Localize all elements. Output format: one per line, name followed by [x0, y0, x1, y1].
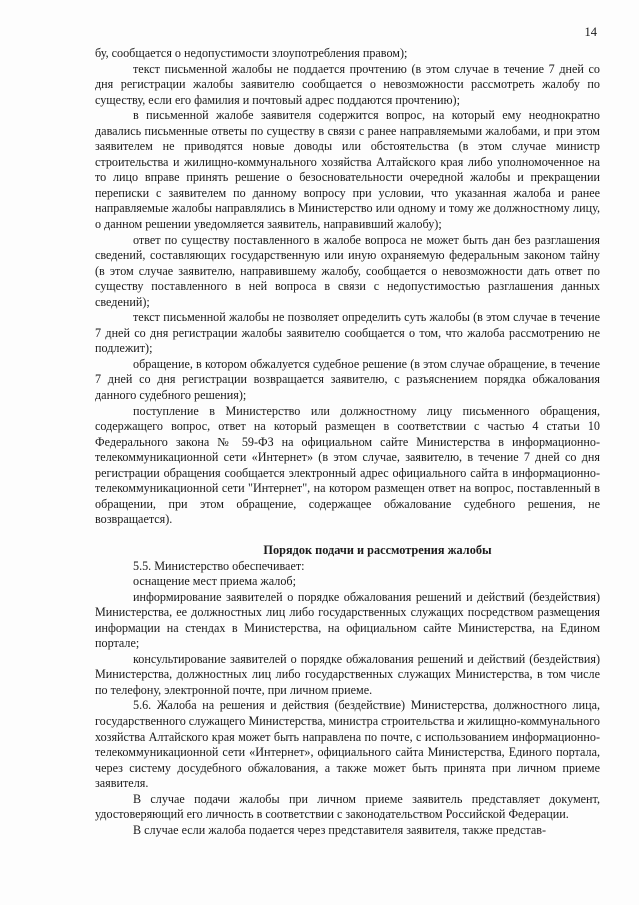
paragraph: В случае если жалоба подается через представителя заявителя, также представ-	[133, 822, 547, 837]
section-heading: Порядок подачи и рассмотрения жалобы	[263, 542, 492, 557]
paragraph: В случае подачи жалобы при личном приеме заявитель представляет документ, удостоверяющий его личность в соответствии с законодательством Российской Федерации.	[95, 791, 600, 822]
paragraph: консультирование заявителей о порядке обжалования решений и действий (бездействия) Министерства, должностных лиц либо государственных служащих Министерства, в том числе по телефону, электронной почте, при личном приеме.	[95, 651, 600, 697]
document-body	[95, 46, 600, 838]
paragraph: 5.5. Министерство обеспечивает:	[133, 558, 305, 573]
paragraph: текст письменной жалобы не поддается прочтению (в этом случае в течение 7 дней со дня регистрации жалобы заявителю сообщается о невозможности рассмотреть жалобу по существу, если его фамилия и почтовый адрес поддаются прочтению);	[95, 61, 600, 107]
paragraph: в письменной жалобе заявителя содержится вопрос, на который ему неоднократно давались письменные ответы по существу в связи с ранее направляемыми жалобами, и при этом заявителем не приводятся новые доводы или обстоятельства (в этом случае министр строительства и жилищно-коммунального хозяйства Алтайского края либо уполномоченное на то лицо вправе принять решение о безосновательности очередной жалобы и прекращении переписки с заявителем по данному вопросу при условии, что указанная жалоба и ранее направляемые жалобы направлялись в Министерство или одному и тому же должностному лицу, о данном решении уведомляется заявитель, направивший жалобу);	[95, 108, 600, 232]
paragraph: текст письменной жалобы не позволяет определить суть жалобы (в этом случае в течение 7 дней со дня регистрации жалобы заявителю сообщается о том, что жалоба рассмотрению не подлежит);	[95, 310, 600, 356]
paragraph: информирование заявителей о порядке обжалования решений и действий (бездействия) Министерства, ее должностных лиц либо государственных служащих посредством размещения информации на стендах в Министерства, на официальном сайте Министерства, на Едином портале;	[95, 589, 600, 651]
paragraph: оснащение мест приема жалоб;	[133, 574, 296, 589]
paragraph: бу, сообщается о недопустимости злоупотребления правом);	[95, 46, 408, 60]
page-number: 14	[584, 25, 597, 39]
paragraph: 5.6. Жалоба на решения и действия (бездействие) Министерства, должностного лица, государственного служащего Министерства, министра строительства и жилищно-коммунального хозяйства Алтайского края может быть направлена по почте, с использованием информационно-телекоммуникационной сети «Интернет», официального сайта Министерства, Единого портала, через систему досудебного обжалования, а также может быть принята при личном приеме заявителя.	[95, 698, 600, 791]
paragraph: обращение, в котором обжалуется судебное решение (в этом случае обращение, в течение 7 дней со дня регистрации возвращается заявителю, с разъяснением порядка обжалования данного судебного решения);	[95, 356, 600, 403]
paragraph: ответ по существу поставленного в жалобе вопроса не может быть дан без разглашения сведений, составляющих государственную или иную охраняемую федеральным законом тайну (в этом случае заявителю, направившему жалобу, сообщается о невозможности дать ответ по существу поставленного в ней вопроса в связи с недопустимостью разглашения данных сведений);	[95, 232, 600, 309]
paragraph: поступление в Министерство или должностному лицу письменного обращения, содержащего вопрос, ответ на который размещен в соответствии с частью 4 статьи 10 Федерального закона № 59-ФЗ на официальном сайте Министерства в информационно-телекоммуникационной сети «Интернет» (в этом случае, заявителю, в течение 7 дней со дня регистрации обращения сообщается электронный адрес официального сайта в информационно-телекоммуникационной сети "Интернет", на котором размещен ответ на вопрос, поставленный в обращении, при этом обращение, содержащее обжалование судебного решения, не возвращается).	[95, 403, 600, 527]
